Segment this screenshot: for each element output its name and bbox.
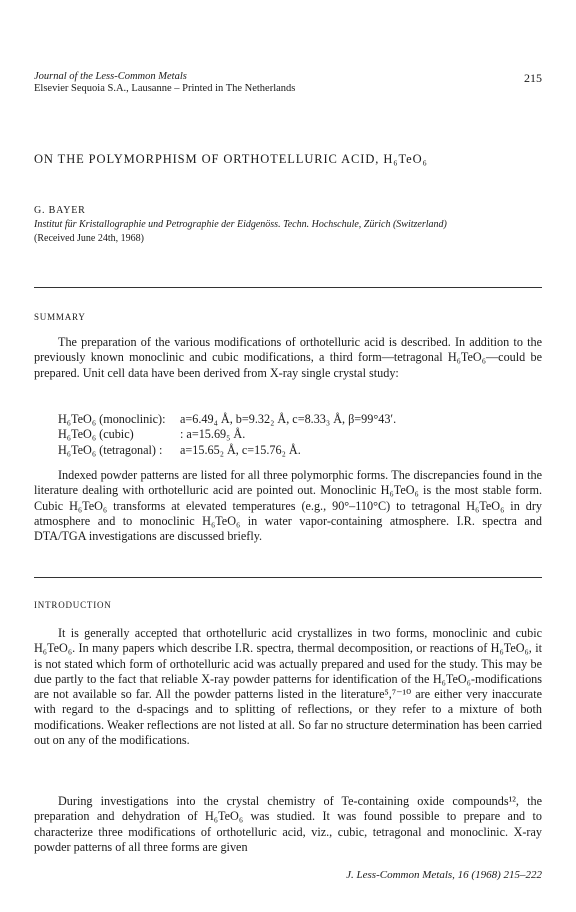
formula-value: a=6.49₄ Å, b=9.32₂ Å, c=8.33₃ Å, β=99°43′.: [180, 412, 397, 426]
journal-name: Journal of the Less-Common Metals: [34, 71, 187, 82]
summary-paragraph-1: The preparation of the various modifications of orthotelluric acid is described. In addition to the previously known monoclinic and cubic modifications, a third form—tetragonal H₆TeO₆—could be prepared. Unit cell data have been derived from X-ray single crystal study:: [34, 335, 542, 380]
article-title: ON THE POLYMORPHISM OF ORTHOTELLURIC ACID, H₆TeO₆: [34, 152, 428, 166]
received-date: (Received June 24th, 1968): [34, 233, 144, 244]
summary-paragraph-2: Indexed powder patterns are listed for all three polymorphic forms. The discrepancies found in the literature dealing with orthotelluric acid are pointed out. Monoclinic H₆TeO₆ is the most stable form. Cubic H₆TeO₆ transforms at elevated temperatures (e.g., 90°–110°C) to tetragonal H₆TeO₆ in dry atmosphere and to monoclinic H₆TeO₆ in water vapor-containing atmosphere. I.R. spectra and DTA/TGA investigations are discussed briefly.: [34, 468, 542, 544]
journal-page: [34, 0, 542, 912]
formula-label: H₆TeO₆ (cubic): [58, 427, 134, 442]
formula-label: H₆TeO₆ (tetragonal) :: [58, 442, 163, 457]
section-divider-bottom: [34, 577, 542, 578]
publisher-line: Elsevier Sequoia S.A., Lausanne – Printed in The Netherlands: [34, 83, 296, 94]
formula-row: [58, 427, 396, 442]
summary-heading: SUMMARY: [34, 312, 86, 322]
author-affiliation: Institut für Kristallographie und Petrographie der Eidgenöss. Techn. Hochschule, Zürich (Switzerland): [34, 219, 447, 230]
introduction-paragraph-1: It is generally accepted that orthotelluric acid crystallizes in two forms, monoclinic and cubic H₆TeO₆. In many papers which describe I.R. spectra, thermal decomposition, or reactions of H₆TeO₆, it is not stated which form of orthotelluric acid was actually prepared and used for the study. This may be due partly to the fact that reliable X-ray powder patterns for identification of the H₆TeO₆-modifications are not available so far. All the powder patterns listed in the literature⁵,⁷⁻¹⁰ are either very inaccurate with regard to the d-spacings and to splitting of reflections, or they refer to a mixture of both modifications. Weaker reflections are not listed at all. So far no structure determination has been carried out on any of the modifications.: [34, 626, 542, 748]
formula-value: a=15.65₂ Å, c=15.76₂ Å.: [180, 442, 301, 457]
journal-header: [34, 71, 295, 95]
formula-row: [58, 412, 396, 427]
author-name: G. BAYER: [34, 205, 86, 216]
formula-label: H₆TeO₆ (monoclinic):: [58, 412, 166, 426]
formula-value: : a=15.69₅ Å.: [180, 427, 246, 442]
journal-citation: J. Less-Common Metals, 16 (1968) 215–222: [346, 869, 542, 881]
formula-row: [58, 443, 396, 458]
unit-cell-formulas: [58, 412, 396, 458]
section-divider-top: [34, 287, 542, 288]
page-number: 215: [524, 71, 542, 85]
introduction-paragraph-2: During investigations into the crystal chemistry of Te-containing oxide compounds¹², the preparation and dehydration of H₆TeO₆ was studied. It was found possible to prepare and to characterize three modifications of orthotelluric acid, viz., cubic, tetragonal and monoclinic. X-ray powder patterns of all three forms are given: [34, 794, 542, 854]
introduction-heading: INTRODUCTION: [34, 600, 112, 610]
